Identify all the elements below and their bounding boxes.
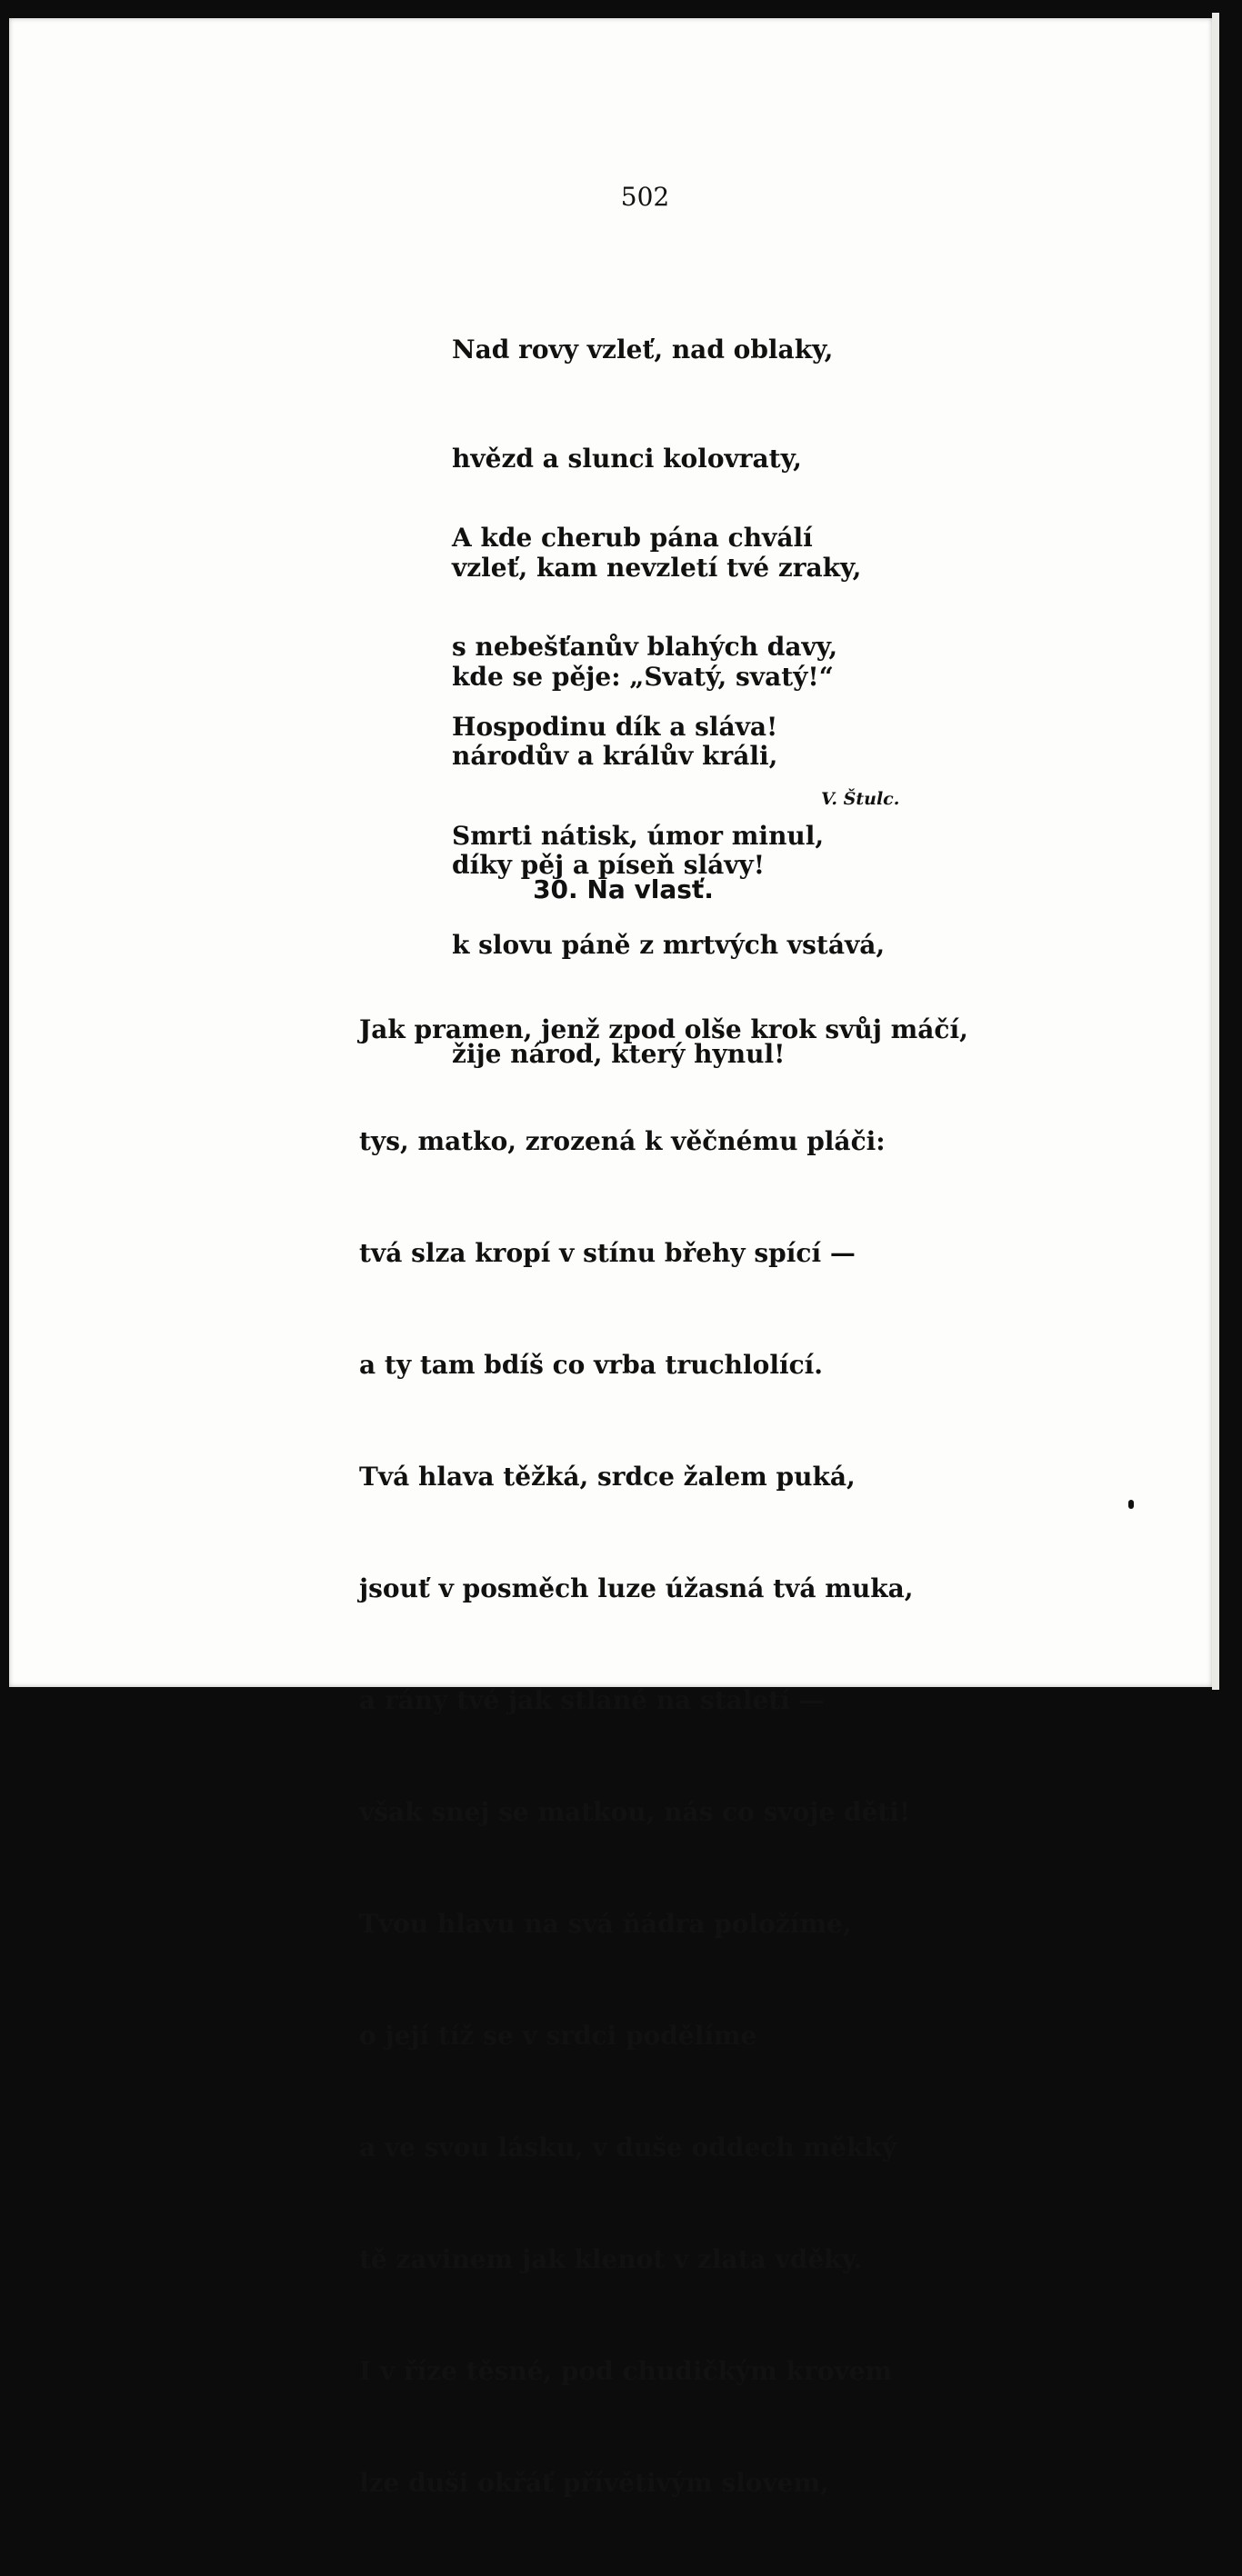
verse-line: Hospodinu dík a sláva! xyxy=(452,712,778,742)
author-signature: V. Štulc. xyxy=(821,789,900,809)
verse-line: díky pěj a píseň slávy! xyxy=(452,850,766,880)
verse-line: vzleť, kam nevzletí tvé zraky, xyxy=(452,553,862,583)
verse-line: národův a králův králi, xyxy=(452,741,778,771)
verse-line: a ty tam bdíš co vrba truchlolící. xyxy=(359,1350,824,1380)
ink-speck xyxy=(1128,1500,1134,1509)
verse-line: k slovu páně z mrtvých vstává, xyxy=(452,930,886,960)
verse-line: I v říze těsné, pod chudičkým krovem xyxy=(359,2356,893,2386)
verse-line: o její tíž se v srdci podělíme xyxy=(359,2021,757,2051)
verse-line: lze duši okřáť přívětivým slovem, xyxy=(359,2468,829,2498)
verse-line: však snej se matkou, nás co svoje děti! xyxy=(359,1797,911,1827)
page-number: 502 xyxy=(620,182,670,212)
verse-line: Jak pramen, jenž zpod olše krok svůj máčí, xyxy=(359,1014,968,1044)
verse-line: a ve svou lásku, v duše oddech měkký xyxy=(359,2132,896,2162)
verse-line: kde se pěje: „Svatý, svatý!“ xyxy=(452,662,834,692)
verse-line: tvá slza kropí v stínu břehy spící — xyxy=(359,1238,856,1268)
poem-title: 30. Na vlasť. xyxy=(533,874,714,904)
poem-2-body xyxy=(359,936,968,2576)
verse-line: A kde cherub pána chválí xyxy=(452,523,813,553)
book-page xyxy=(9,18,1212,2498)
page-edge xyxy=(1212,13,1219,1690)
verse-line: jsouť v posměch luze úžasná tvá muka, xyxy=(359,1573,914,1603)
verse-line: Nad rovy vzleť, nad oblaky, xyxy=(452,334,834,364)
verse-line: hvězd a slunci kolovraty, xyxy=(452,444,802,474)
verse-line: s nebešťanův blahých davy, xyxy=(452,632,838,662)
verse-line: a rány tvé jak stlané na staletí — xyxy=(359,1685,825,1715)
verse-line: žije národ, který hynul! xyxy=(452,1039,786,1069)
verse-line: Tvá hlava těžká, srdce žalem puká, xyxy=(359,1462,856,1492)
verse-line: tys, matko, zrozená k věčnému pláči: xyxy=(359,1126,886,1156)
verse-line: tě zavinem jak klenot v zlata vděky. xyxy=(359,2244,863,2274)
verse-line: Tvou hlavu na svá ňádra položíme, xyxy=(359,1909,852,1939)
verse-line: Smrti nátisk, úmor minul, xyxy=(452,821,825,851)
